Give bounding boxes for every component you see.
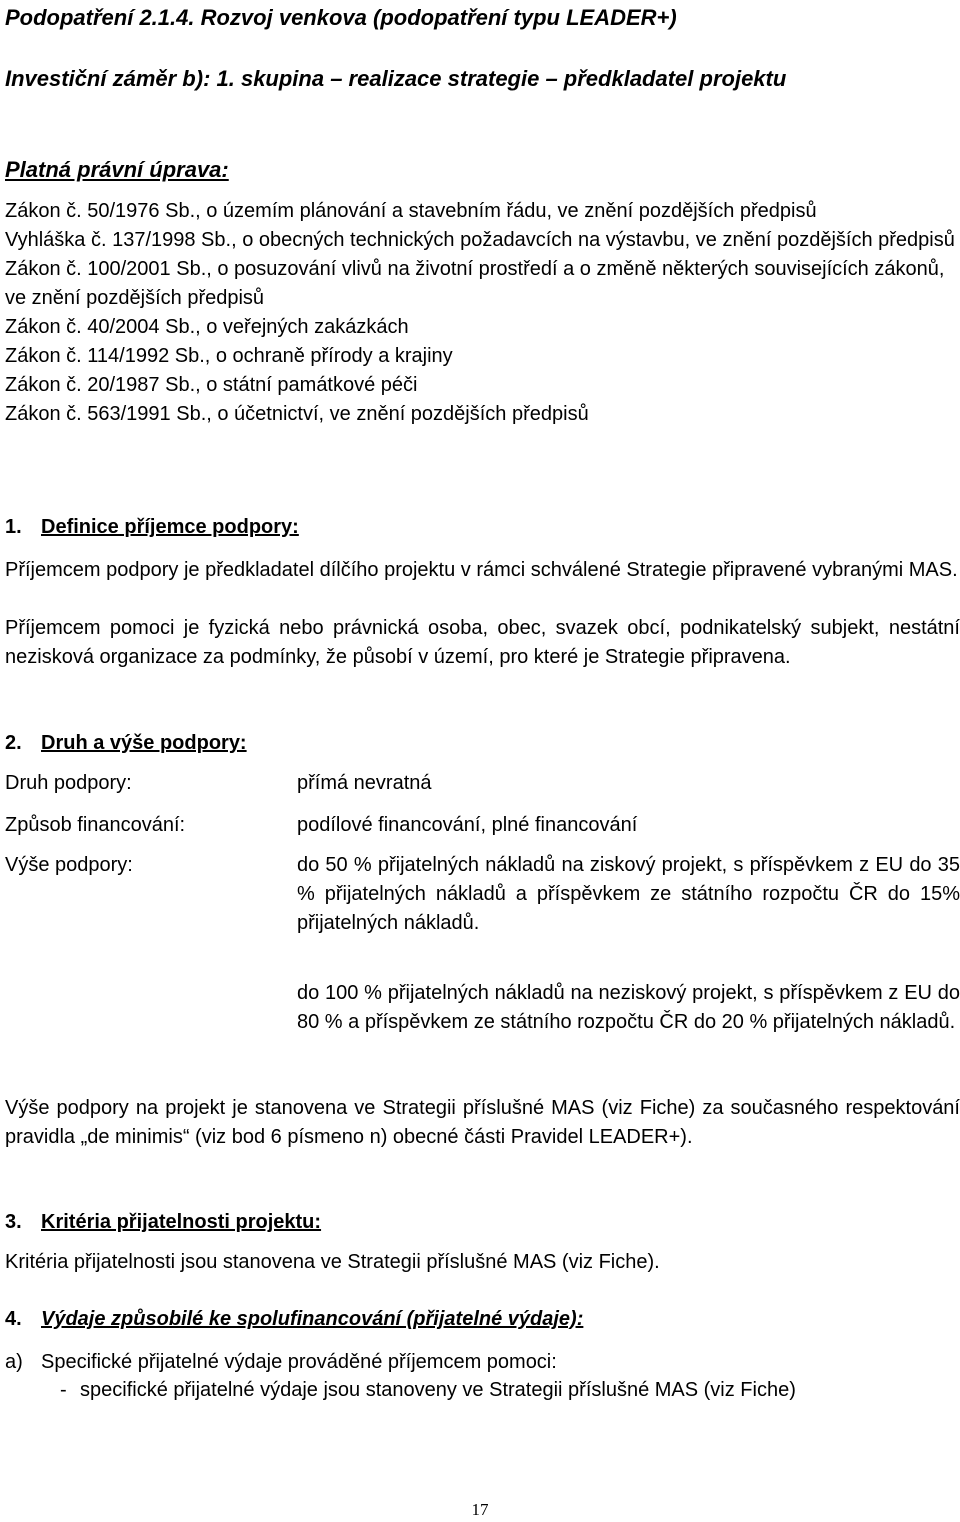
law-desc: , o státní památkové péči <box>195 374 418 396</box>
law-ref: Zákon č. 20/1987 Sb. <box>5 374 196 396</box>
law-desc: , o účetnictví, ve znění pozdějších předpisů <box>206 403 589 425</box>
section-number: 4. <box>5 1308 22 1330</box>
list-item-a <box>5 1348 960 1377</box>
financing-label: Způsob financování: <box>5 814 186 836</box>
law-ref: Zákon č. 563/1991 Sb. <box>5 403 207 425</box>
section-2-note: Výše podpory na projekt je stanovena ve Strategii příslušné MAS (viz Fiche) za současného respektování pravidla „de minimis“ (viz bod 6 písmeno n) obecné části Pravidel LEADER+). <box>5 1097 960 1148</box>
law-desc: , o ochraně přírody a krajiny <box>204 345 453 367</box>
law-item <box>5 342 960 371</box>
law-list <box>5 197 960 429</box>
support-type-label: Druh podpory: <box>5 772 132 794</box>
page-title: Podopatření 2.1.4. Rozvoj venkova (podopatření typu LEADER+) <box>5 5 677 30</box>
list-text: Specifické přijatelné výdaje prováděné příjemcem pomoci: <box>41 1351 557 1373</box>
section-title: Výdaje způsobilé ke spolufinancování (přijatelné výdaje): <box>41 1308 584 1330</box>
law-item <box>5 400 960 429</box>
list-marker: a) <box>5 1351 23 1373</box>
law-desc: , o posuzování vlivů na životní prostředí a o změně některých souvisejících zákonů, ve znění pozdějších předpisů <box>5 258 945 309</box>
sub-list-item <box>5 1376 960 1405</box>
section-number: 1. <box>5 516 22 538</box>
law-item <box>5 226 960 255</box>
section-4-heading <box>5 1305 583 1334</box>
dash-marker: - <box>60 1379 67 1401</box>
law-ref: Zákon č. 100/2001 Sb. <box>5 258 207 280</box>
section-2-heading <box>5 729 247 758</box>
section-title: Kritéria přijatelnosti projektu: <box>41 1211 322 1233</box>
law-ref: Zákon č. 50/1976 Sb. <box>5 200 196 222</box>
support-amount-row <box>5 851 960 938</box>
legal-heading: Platná právní úprava: <box>5 157 229 182</box>
section-number: 2. <box>5 732 22 754</box>
section-1-heading <box>5 513 299 542</box>
section-1-paragraph: Příjemcem pomoci je fyzická nebo právnická osoba, obec, svazek obcí, podnikatelský subjekt, nestátní nezisková organizace za podmínky, že působí v území, pro které je Strategie připravena. <box>5 617 960 668</box>
law-desc: , o územím plánování a stavebním řádu, ve znění pozdějších předpisů <box>195 200 817 222</box>
sub-list-text: specifické přijatelné výdaje jsou stanoveny ve Strategii příslušné MAS (viz Fiche) <box>80 1379 796 1401</box>
support-type-value: přímá nevratná <box>297 772 432 794</box>
section-1-paragraph: Příjemcem podpory je předkladatel dílčího projektu v rámci schválené Strategie připravené vybranými MAS. <box>5 559 958 581</box>
section-3-heading <box>5 1208 321 1237</box>
page-number: 17 <box>471 1500 489 1519</box>
law-desc: , o obecných technických požadavcích na výstavbu, ve znění pozdějších předpisů <box>231 229 955 251</box>
page-subtitle: Investiční záměr b): 1. skupina – realizace strategie – předkladatel projektu <box>5 66 787 91</box>
law-ref: Zákon č. 114/1992 Sb. <box>5 345 205 367</box>
support-amount-value: do 50 % přijatelných nákladů na ziskový projekt, s příspěvkem z EU do 35 % přijatelných nákladů a příspěvkem ze státního rozpočtu ČR do 15% přijatelných nákladů. <box>297 854 960 934</box>
section-title: Definice příjemce podpory: <box>41 516 299 538</box>
financing-value: podílové financování, plné financování <box>297 814 638 836</box>
support-type-row <box>5 769 960 798</box>
financing-row <box>5 811 960 840</box>
law-item <box>5 255 960 313</box>
law-desc: , o veřejných zakázkách <box>195 316 409 338</box>
section-title: Druh a výše podpory: <box>41 732 247 754</box>
law-item <box>5 197 960 226</box>
support-amount-label: Výše podpory: <box>5 854 133 876</box>
law-ref: Vyhláška č. 137/1998 Sb. <box>5 229 232 251</box>
law-ref: Zákon č. 40/2004 Sb. <box>5 316 196 338</box>
section-number: 3. <box>5 1211 22 1233</box>
support-amount-value: do 100 % přijatelných nákladů na neziskový projekt, s příspěvkem z EU do 80 % a příspěvkem ze státního rozpočtu ČR do 20 % přijatelných nákladů. <box>297 982 960 1033</box>
law-item <box>5 371 960 400</box>
law-item <box>5 313 960 342</box>
support-amount-row <box>5 979 960 1037</box>
section-3-paragraph: Kritéria přijatelnosti jsou stanovena ve Strategii příslušné MAS (viz Fiche). <box>5 1251 660 1273</box>
